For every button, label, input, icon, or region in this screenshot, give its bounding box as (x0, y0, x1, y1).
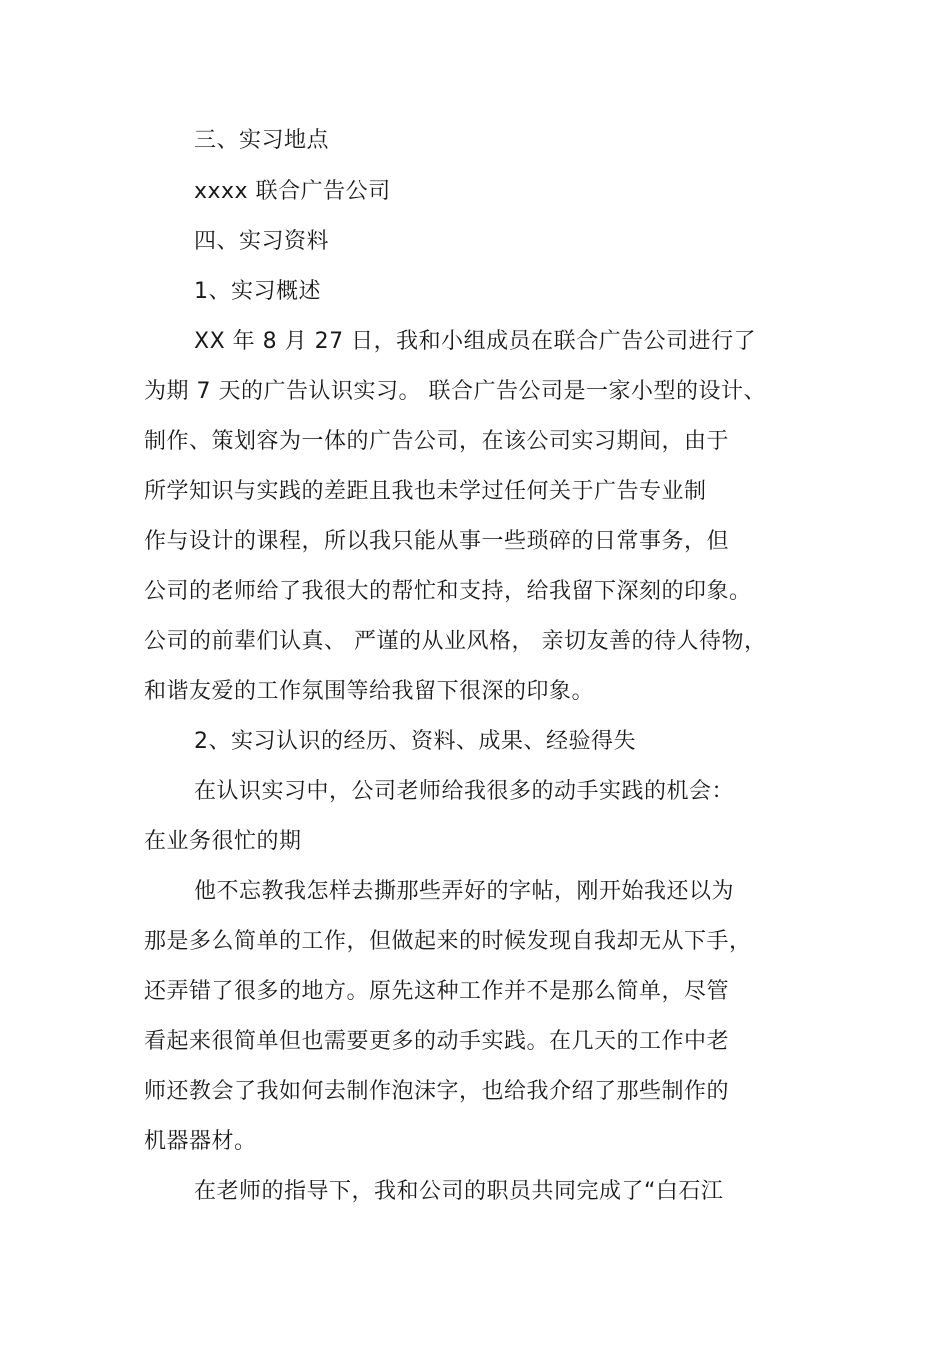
paragraph-line: 公司的老师给了我很大的帮忙和支持，给我留下深刻的印象。 (144, 579, 752, 604)
subheading-experience: 2、实习认识的经历、资料、成果、经验得失 (194, 729, 636, 754)
company-name-line: xxxx 联合广告公司 (194, 179, 391, 204)
paragraph-line: 公司的前辈们认真、 严谨的从业风格， 亲切友善的待人待物， (144, 629, 767, 654)
paragraph-line: 制作、策划容为一体的广告公司，在该公司实习期间，由于 (144, 429, 730, 454)
subheading-overview: 1、实习概述 (194, 279, 321, 304)
paragraph-line: 看起来很简单但也需要更多的动手实践。在几天的工作中老 (144, 1029, 730, 1054)
paragraph-line: 在认识实习中，公司老师给我很多的动手实践的机会： (194, 779, 735, 804)
paragraph-line: XX 年 8 月 27 日，我和小组成员在联合广告公司进行了 (194, 329, 757, 354)
heading-internship-materials: 四、实习资料 (194, 229, 330, 254)
paragraph-line: 为期 7 天的广告认识实习。 联合广告公司是一家小型的设计、 (144, 379, 766, 404)
heading-internship-location: 三、实习地点 (194, 128, 330, 153)
paragraph-line: 他不忘教我怎样去撕那些弄好的字帖，刚开始我还以为 (194, 879, 735, 904)
paragraph-line: 在老师的指导下，我和公司的职员共同完成了“白石江 (194, 1179, 724, 1204)
paragraph-line: 在业务很忙的期 (144, 829, 302, 854)
paragraph-line: 师还教会了我如何去制作泡沫字，也给我介绍了那些制作的 (144, 1079, 730, 1104)
paragraph-line: 还弄错了很多的地方。原先这种工作并不是那么简单，尽管 (144, 979, 730, 1004)
paragraph-line: 那是多么简单的工作，但做起来的时候发现自我却无从下手， (144, 929, 752, 954)
paragraph-line: 作与设计的课程，所以我只能从事一些琐碎的日常事务，但 (144, 529, 730, 554)
paragraph-line: 和谐友爱的工作氛围等给我留下很深的印象。 (144, 679, 595, 704)
paragraph-line: 机器器材。 (144, 1129, 257, 1154)
paragraph-line: 所学知识与实践的差距且我也未学过任何关于广告专业制 (144, 479, 707, 504)
